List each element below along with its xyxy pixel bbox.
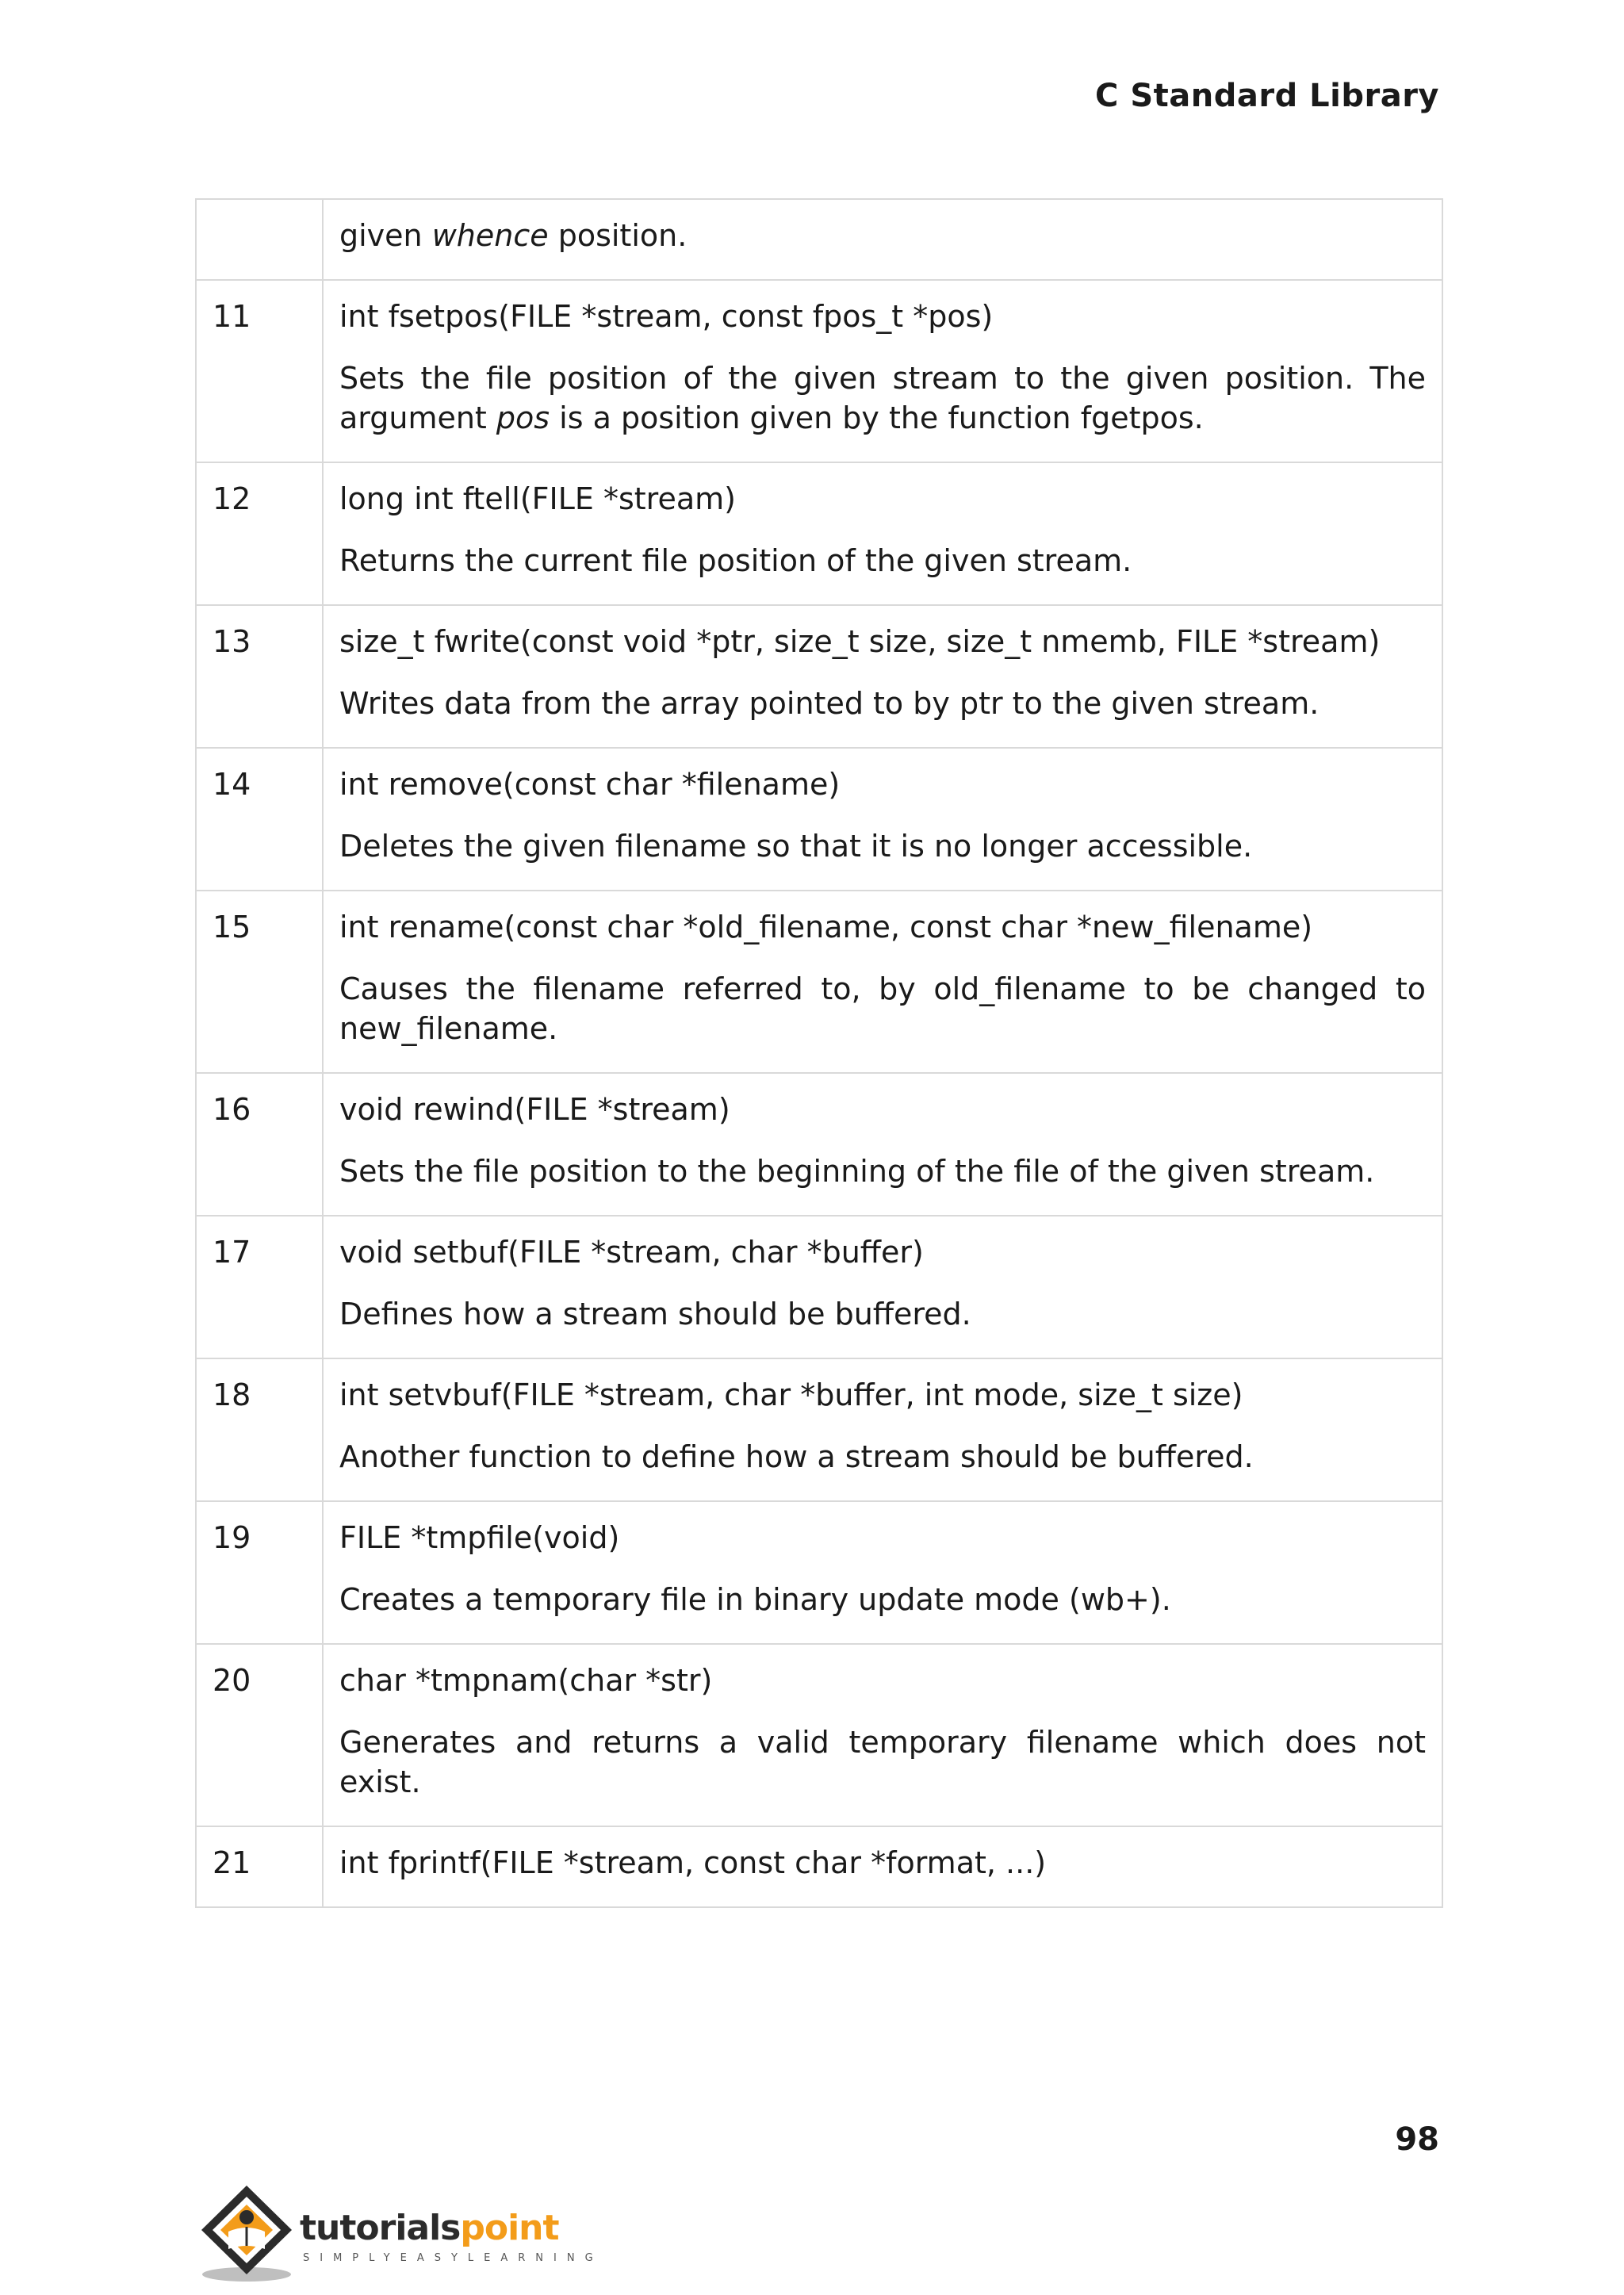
function-signature: long int ftell(FILE *stream) <box>339 481 736 516</box>
description-text: Writes data from the array pointed to by ptr to the given stream. <box>339 686 1320 721</box>
table-row <box>196 748 1442 891</box>
row-number-cell: 18 <box>196 1358 323 1501</box>
continuation-emphasis: whence <box>431 218 549 253</box>
logo-word-tutorials: tutorials <box>300 2208 461 2248</box>
function-signature: int setvbuf(FILE *stream, char *buffer, int mode, size_t size) <box>339 1377 1243 1412</box>
row-number-cell: 13 <box>196 605 323 748</box>
table-row <box>196 1358 1442 1501</box>
row-content-cell <box>323 891 1442 1073</box>
page-header-title: C Standard Library <box>1095 78 1439 114</box>
function-signature: int rename(const char *old_filename, const char *new_filename) <box>339 910 1313 944</box>
logo-wordmark <box>300 2208 559 2248</box>
function-description <box>339 541 1426 580</box>
row-content-cell <box>323 280 1442 462</box>
description-text: Creates a temporary file in binary update mode (wb+). <box>339 1582 1171 1617</box>
table-row <box>196 1826 1442 1907</box>
row-number-cell: 21 <box>196 1826 323 1907</box>
function-description <box>339 1151 1426 1191</box>
continuation-text <box>339 216 1426 255</box>
function-description <box>339 826 1426 866</box>
function-signature: FILE *tmpfile(void) <box>339 1520 620 1555</box>
page-number: 98 <box>1395 2121 1439 2158</box>
function-description <box>339 1722 1426 1802</box>
row-content-cell <box>323 1358 1442 1501</box>
row-content-cell <box>323 1501 1442 1644</box>
row-content-cell <box>323 1073 1442 1216</box>
description-text: Another function to define how a stream should be buffered. <box>339 1439 1254 1474</box>
table-row <box>196 462 1442 605</box>
table-row <box>196 605 1442 748</box>
row-content-cell <box>323 1826 1442 1907</box>
function-signature: char *tmpnam(char *str) <box>339 1663 713 1698</box>
logo-diamond-icon <box>197 2181 297 2284</box>
function-description <box>339 969 1426 1048</box>
row-number-cell: 16 <box>196 1073 323 1216</box>
function-description <box>339 1294 1426 1334</box>
table-row <box>196 1501 1442 1644</box>
function-signature: int remove(const char *filename) <box>339 767 841 802</box>
continuation-before: given <box>339 218 432 253</box>
logo-tagline: SIMPLYEASYLEARNING <box>303 2252 603 2264</box>
tutorialspoint-logo <box>197 2181 603 2292</box>
table-row <box>196 891 1442 1073</box>
function-signature: int fprintf(FILE *stream, const char *format, ...) <box>339 1845 1047 1880</box>
description-text: Sets the file position to the beginning of the file of the given stream. <box>339 1154 1375 1189</box>
function-table <box>195 198 1443 1908</box>
description-text-after: is a position given by the function fgetpos. <box>550 400 1204 435</box>
table-row-continuation <box>196 199 1442 280</box>
row-number-cell: 12 <box>196 462 323 605</box>
continuation-after: position. <box>548 218 688 253</box>
function-signature: void setbuf(FILE *stream, char *buffer) <box>339 1235 924 1270</box>
row-number-cell: 14 <box>196 748 323 891</box>
table-row <box>196 1073 1442 1216</box>
function-description <box>339 1437 1426 1477</box>
row-number-cell: 19 <box>196 1501 323 1644</box>
description-emphasis: pos <box>496 400 550 435</box>
row-content-cell <box>323 605 1442 748</box>
row-number-cell: 17 <box>196 1216 323 1358</box>
function-description <box>339 358 1426 438</box>
description-text: Deletes the given filename so that it is no longer accessible. <box>339 829 1253 864</box>
description-text: Causes the filename referred to, by old_filename to be changed to new_filename. <box>339 971 1426 1046</box>
row-content-cell <box>323 462 1442 605</box>
function-signature: void rewind(FILE *stream) <box>339 1092 730 1127</box>
row-number-cell: 11 <box>196 280 323 462</box>
function-description <box>339 1580 1426 1619</box>
row-number-cell: 20 <box>196 1644 323 1826</box>
row-number-cell <box>196 199 323 280</box>
row-content-cell <box>323 1216 1442 1358</box>
table-row <box>196 1644 1442 1826</box>
description-text: Defines how a stream should be buffered. <box>339 1297 971 1331</box>
table-row <box>196 1216 1442 1358</box>
function-signature: size_t fwrite(const void *ptr, size_t size, size_t nmemb, FILE *stream) <box>339 624 1381 659</box>
row-content-cell <box>323 199 1442 280</box>
row-content-cell <box>323 1644 1442 1826</box>
table-row <box>196 280 1442 462</box>
row-number-cell: 15 <box>196 891 323 1073</box>
function-signature: int fsetpos(FILE *stream, const fpos_t *pos) <box>339 299 994 334</box>
row-content-cell <box>323 748 1442 891</box>
description-text: Returns the current file position of the given stream. <box>339 543 1132 578</box>
description-text: Generates and returns a valid temporary filename which does not exist. <box>339 1725 1426 1799</box>
logo-word-point: point <box>460 2208 559 2248</box>
function-description <box>339 684 1426 723</box>
description-text: Sets the file position of the given stream to the given position. The argument <box>339 361 1426 435</box>
